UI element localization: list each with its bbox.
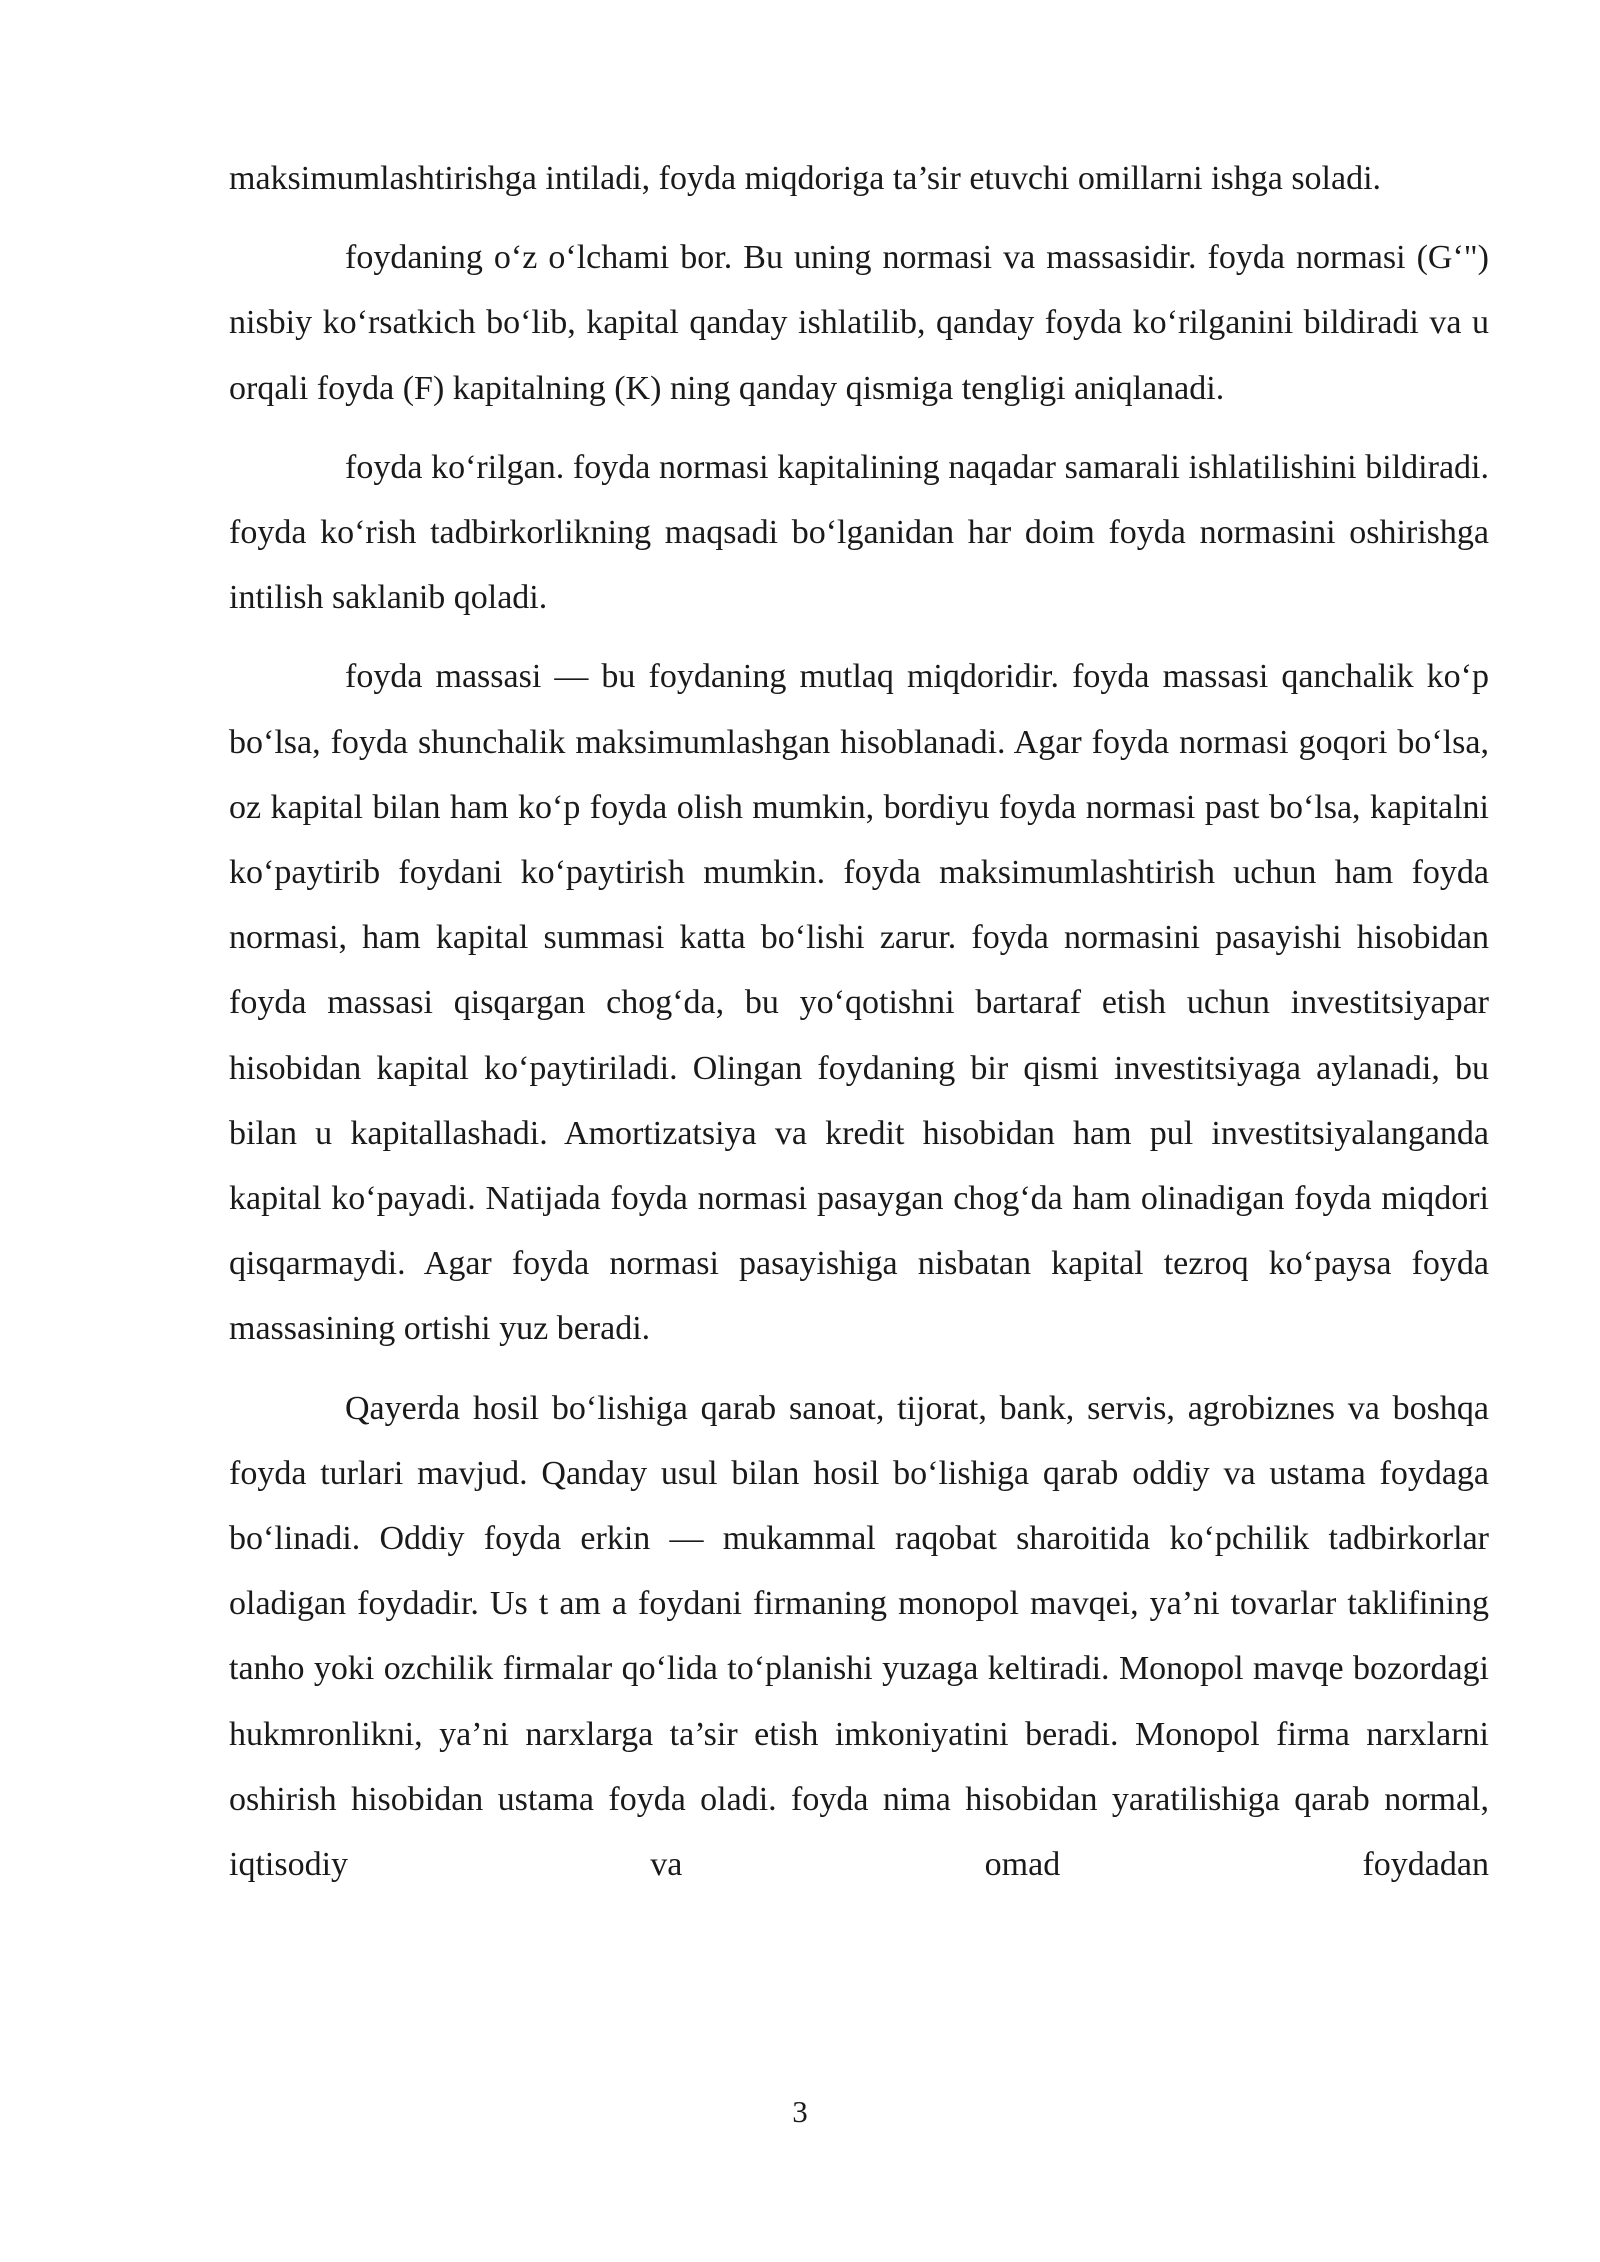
paragraph-profit-mass: foyda massasi — bu foydaning mutlaq miqdoridir. foyda massasi qanchalik ko‘p bo‘lsa, foyda shunchalik maksimumlashgan hisoblanadi. Agar foyda normasi goqori bo‘lsa, oz kapital bilan ham ko‘p foyda olish mumkin, bordiyu foyda normasi past bo‘lsa, kapitalni ko‘paytirib foydani ko‘paytirish mumkin. foyda maksimumlashtirish uchun ham foyda normasi, ham kapital summasi katta bo‘lishi zarur. foyda normasini pasayishi hisobidan foyda massasi qisqargan chog‘da, bu yo‘qotishni bartaraf etish uchun investitsiyapar hisobidan kapital ko‘paytiriladi. Olingan foydaning bir qismi investitsiyaga aylanadi, bu bilan u kapitallashadi. Amortizatsiya va kredit hisobidan ham pul investitsiyalanganda kapital ko‘payadi. Natijada foyda normasi pasaygan chog‘da ham olinadigan foyda miqdori qisqarmaydi. Agar foyda normasi pasayishiga nisbatan kapital tezroq ko‘paysa foyda massasining ortishi yuz beradi. [229, 658, 1489, 1348]
paragraph-profit-size: foydaning o‘z o‘lchami bor. Bu uning normasi va massasidir. foyda normasi (G‘") nisbiy ko‘rsatkich bo‘lib, kapital qanday ishlatilib, qanday foyda ko‘rilganini bildiradi va u orqali foyda (F) kapitalning (K) ning qanday qismiga tengligi aniqlanadi. [229, 239, 1489, 407]
paragraph-profit-rate: foyda ko‘rilgan. foyda normasi kapitalining naqadar samarali ishlatilishini bildiradi. foyda ko‘rish tadbirkorlikning maqsadi bo‘lganidan har doim foyda normasini oshirishga intilish saklanib qoladi. [229, 448, 1489, 617]
paragraph-profit-types: Qayerda hosil bo‘lishiga qarab sanoat, tijorat, bank, servis, agrobiznes va boshqa foyda turlari mavjud. Qanday usul bilan hosil bo‘lishiga qarab oddiy va ustama foydaga bo‘linadi. Oddiy foyda erkin — mukammal raqobat sharoitida ko‘pchilik tadbirkorlar oladigan foydadir. Us t am a foydani firmaning monopol mavqei, ya’ni tovarlar taklifining tanho yoki ozchilik firmalar qo‘lida to‘planishi yuzaga keltiradi. Monopol mavqe bozordagi hukmronlikni, ya’ni narxlarga ta’sir etish imkoniyatini beradi. Monopol firma narxlarni oshirish hisobidan ustama foyda oladi. foyda nima hisobidan yaratilishiga qarab normal, iqtisodiy va omad foydadan [229, 1389, 1489, 1884]
body-text [229, 146, 1489, 1897]
paragraph-continuation: maksimumlashtirishga intiladi, foyda miqdoriga ta’sir etuvchi omillarni ishga soladi. [229, 160, 1382, 197]
page-number: 3 [792, 2094, 808, 2129]
